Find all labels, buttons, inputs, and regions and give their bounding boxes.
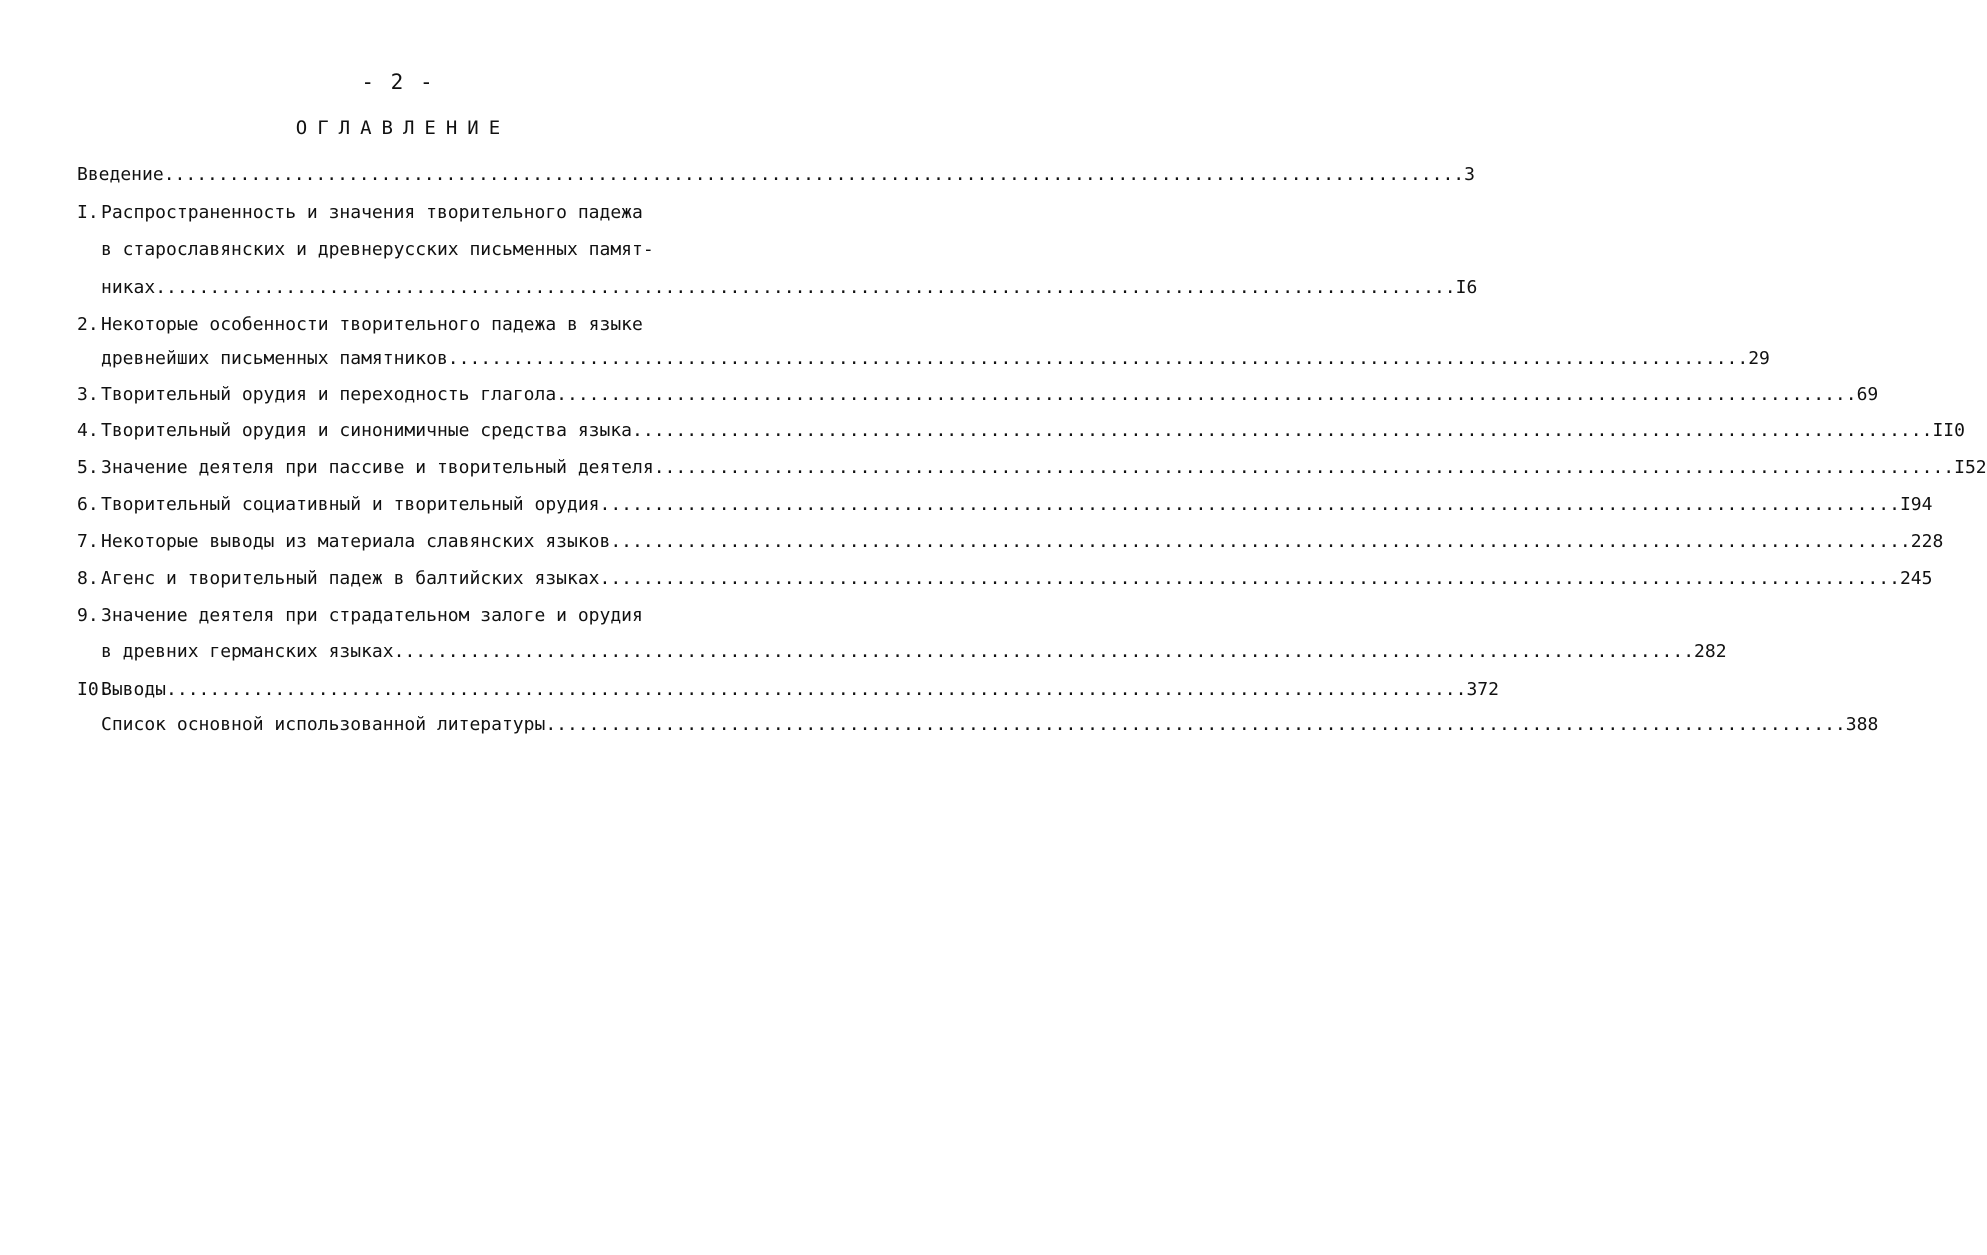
- toc-entry-body: [101, 491, 1933, 519]
- toc-entry-title: Введение: [77, 164, 164, 185]
- toc-entry: [77, 161, 1475, 189]
- toc-entry-page: 69: [1856, 384, 1879, 405]
- toc-entry-body: [101, 711, 1879, 739]
- toc-entry: [77, 602, 707, 630]
- toc-entry-body: [101, 311, 707, 339]
- toc-entry-page: I52: [1954, 457, 1987, 478]
- toc-entry-body: [101, 345, 1770, 373]
- toc-entry-page: 29: [1748, 348, 1770, 369]
- toc-entry-number: 9.: [77, 605, 99, 626]
- toc-entry-number: 5.: [77, 457, 99, 478]
- toc-entry-number: 3.: [77, 384, 99, 405]
- toc-leader-dots: ........................................................................................................................: [166, 679, 1467, 700]
- toc-entry: [77, 454, 1987, 482]
- toc-entry-number: 6.: [77, 494, 99, 515]
- toc-entry-page: I94: [1899, 494, 1933, 515]
- toc-leader-dots: ........................................................................................................................: [610, 531, 1911, 552]
- toc-leader-dots: ........................................................................................................................: [163, 164, 1465, 185]
- toc-entry-page: 282: [1694, 641, 1727, 662]
- toc-entry-title: Агенс и творительный падеж в балтийских языках: [101, 568, 600, 589]
- toc-entry: [77, 711, 1879, 739]
- toc-entry-body: [101, 417, 1965, 445]
- toc-entry-body: [101, 602, 707, 630]
- page-number: - 2 -: [361, 70, 435, 94]
- toc-entry: [77, 676, 1499, 704]
- toc-entry-body: [101, 199, 707, 227]
- toc-entry-body: [101, 676, 1499, 704]
- toc-entry-title: Творительный орудия и переходность глагола: [101, 384, 557, 405]
- toc-entry-title: Значение деятеля при пассиве и творительный деятеля: [101, 457, 654, 478]
- toc-entry-body: [101, 274, 1478, 302]
- toc-entry-body: [77, 161, 1475, 189]
- toc-entry-title: в старославянских и древнерусских письменных памят-: [101, 239, 654, 260]
- toc-entry-title: Творительный орудия и синонимичные средства языка: [101, 420, 633, 441]
- toc-entry-body: [101, 565, 1933, 593]
- toc-leader-dots: ........................................................................................................................: [599, 494, 1900, 515]
- toc-entry-title: Выводы: [101, 679, 167, 700]
- toc-entry-page: I6: [1455, 277, 1478, 298]
- toc-entry-title: Список основной использованной литературы: [101, 714, 546, 735]
- toc-entry-page: 3: [1464, 164, 1475, 185]
- toc-leader-dots: ........................................................................................................................: [632, 420, 1933, 441]
- toc-entry-title: древнейших письменных памятников: [101, 348, 448, 369]
- toc-entry-number: I0.: [77, 679, 110, 700]
- toc-entry-title: никах: [101, 277, 156, 298]
- page-title: ОГЛАВЛЕНИЕ: [295, 117, 511, 139]
- toc-entry: [77, 236, 707, 264]
- toc-entry: [77, 528, 1944, 556]
- toc-entry-number: 4.: [77, 420, 99, 441]
- toc-entry-body: [101, 528, 1944, 556]
- toc-entry-title: Некоторые особенности творительного падежа в языке: [101, 314, 643, 335]
- toc-entry: [77, 345, 1770, 373]
- toc-entry: [77, 491, 1933, 519]
- toc-leader-dots: ........................................................................................................................: [447, 348, 1749, 369]
- toc-leader-dots: ........................................................................................................................: [155, 277, 1456, 298]
- toc-entry-body: [101, 638, 1727, 666]
- toc-entry-body: [101, 381, 1879, 409]
- toc-entry: [77, 565, 1933, 593]
- toc-entry-body: [101, 454, 1987, 482]
- toc-leader-dots: ........................................................................................................................: [393, 641, 1695, 662]
- toc-entry: [77, 311, 707, 339]
- toc-entry: [77, 417, 1965, 445]
- toc-entry-title: Некоторые выводы из материала славянских языков: [101, 531, 611, 552]
- toc-entry-number: 2.: [77, 314, 99, 335]
- toc-entry-page: 245: [1899, 568, 1933, 589]
- toc-entry-title: Творительный социативный и творительный орудия: [101, 494, 600, 515]
- toc-entry: [77, 381, 1879, 409]
- toc-leader-dots: ........................................................................................................................: [556, 384, 1857, 405]
- toc-entry-page: 388: [1845, 714, 1879, 735]
- toc-leader-dots: ........................................................................................................................: [545, 714, 1846, 735]
- toc-entry: [77, 274, 1478, 302]
- toc-entry-number: I.: [77, 202, 99, 223]
- toc-entry-number: 8.: [77, 568, 99, 589]
- toc-entry-number: 7.: [77, 531, 99, 552]
- toc-entry-title: в древних германских языках: [101, 641, 394, 662]
- toc-entry-title: Значение деятеля при страдательном залоге и орудия: [101, 605, 643, 626]
- toc-entry-title: Распространенность и значения творительного падежа: [101, 202, 643, 223]
- toc-entry: [77, 638, 1727, 666]
- toc-entry-page: 228: [1910, 531, 1944, 552]
- toc-entry-body: [101, 236, 707, 264]
- toc-leader-dots: ........................................................................................................................: [599, 568, 1900, 589]
- toc-leader-dots: ........................................................................................................................: [653, 457, 1955, 478]
- toc-entry: [77, 199, 707, 227]
- toc-entry-page: II0: [1932, 420, 1965, 441]
- toc-entry-page: 372: [1466, 679, 1499, 700]
